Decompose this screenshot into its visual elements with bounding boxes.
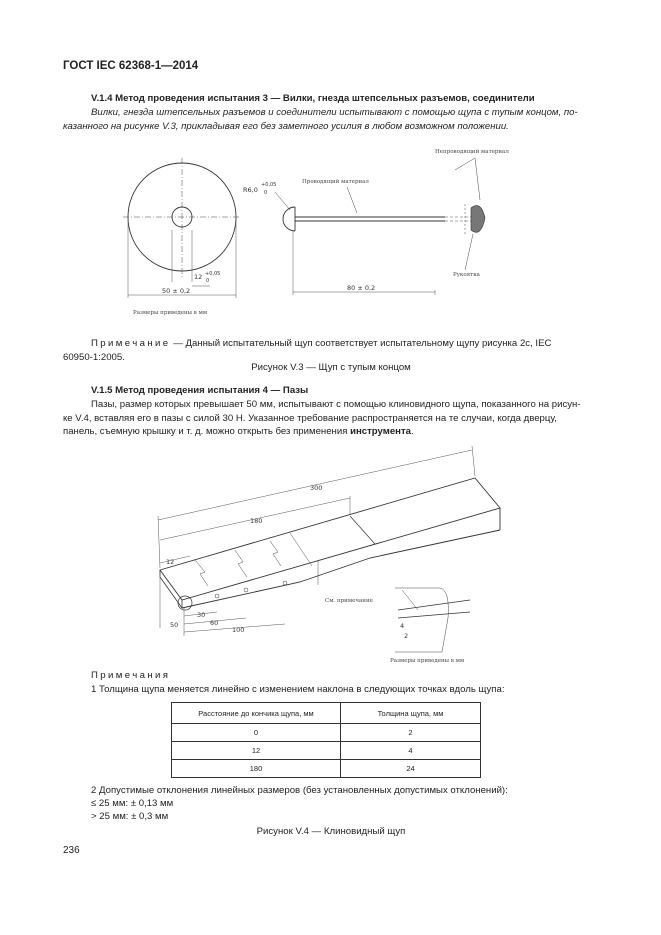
dim-2: 2 (404, 632, 409, 640)
dim-80: 80 ± 0,2 (347, 284, 376, 292)
thickness-table (171, 702, 481, 778)
table-header-row (172, 703, 481, 724)
label-handle: Рукоятка (453, 272, 480, 278)
tolerance-small: ≤ 25 мм: ± 0,13 мм (91, 798, 174, 809)
section-v14-body-1: Вилки, гнезда штепсельных разъемов и соединители испытывают с помощью щупа с тупым концом, по- (91, 107, 578, 118)
dim-4: 4 (400, 622, 405, 630)
section-v15-heading: V.1.5 Метод проведения испытания 4 — Пазы (91, 385, 309, 396)
table-row: 0 2 (172, 724, 481, 742)
dim-50: 50 ± 0,2 (162, 287, 191, 295)
note-label: Примечание (91, 338, 171, 349)
dim-300: 300 (310, 484, 323, 492)
wedge-top-face (160, 478, 500, 600)
tolerance-large: > 25 мм: ± 0,3 мм (91, 811, 169, 822)
dim-12-tol-top: +0,05 (205, 271, 221, 277)
figure-v3-note (91, 337, 599, 351)
figure-v4-notes-label: Примечания (91, 670, 171, 681)
table-row: 12 4 (172, 742, 481, 760)
dim-100: 100 (232, 626, 245, 634)
section-v15-body-1: Пазы, размер которых превышает 50 мм, испытывают с помощью клиновидного щупа, показанного на рисун- (91, 399, 581, 410)
figure-v4-drawing (150, 440, 510, 670)
label-conductive: Проводящий материал (302, 179, 369, 185)
dim-12-tol-bottom: 0 (206, 278, 210, 284)
wedge-side-edge (182, 530, 500, 608)
radius-label: R6,0 (243, 186, 258, 194)
note-text: — Данный испытательный щуп соответствует испытательному щупу рисунка 2с, IEC (170, 338, 552, 349)
units-label-v4: Размеры приведены в мм (390, 658, 465, 664)
dim-180: 180 (250, 517, 263, 525)
units-label-v3: Размеры приведены в мм (133, 310, 208, 316)
dim-50-wedge: 50 (170, 621, 179, 629)
dim-60: 60 (210, 619, 219, 627)
page-number: 236 (63, 845, 80, 856)
figure-v4-note1: 1 Толщина щупа меняется линейно с изменением наклона в следующих точках вдоль щупа: (91, 684, 505, 695)
figure-v4-note2: 2 Допустимые отклонения линейных размеров (без установленных допустимых отклонений): (91, 785, 508, 796)
figure-v3-drawing (115, 140, 535, 325)
table-row: 180 24 (172, 760, 481, 778)
table-header-thickness: Толщина щупа, мм (341, 703, 481, 724)
figure-v3-note-line2: 60950-1:2005. (63, 352, 125, 363)
page-header: ГОСТ IEC 62368-1—2014 (63, 60, 199, 72)
section-v14-heading: V.1.4 Метод проведения испытания 3 — Вилки, гнезда штепсельных разъемов, соединители (91, 93, 535, 104)
section-v14-body-2: казанного на рисунке V.3, прикладывая его без заметного усилия в любом возможном положении. (63, 121, 509, 132)
section-v15-body-2: ке V.4, вставляя его в пазы с силой 30 Н. Указанное требование распространяется на те случаи, когда дверцу, (63, 413, 557, 424)
see-note-label: См. примечание (325, 598, 373, 604)
tip-detail-circle (178, 596, 192, 610)
dim-12-wedge: 12 (166, 558, 175, 566)
radius-tol-bottom: 0 (264, 190, 268, 196)
dim-12: 12 (194, 273, 203, 281)
instrument-term: инструмента (350, 426, 411, 437)
label-non-conductive: Непроводящий материал (435, 149, 509, 155)
dim-30: 30 (197, 611, 206, 619)
table-header-distance: Расстояние до кончика щупа, мм (172, 703, 341, 724)
probe-handle (471, 206, 485, 233)
figure-v4-caption: Рисунок V.4 — Клиновидный щуп (256, 826, 406, 837)
radius-tol-top: +0,05 (261, 182, 277, 188)
section-v15-body-3: панель, съемную крышку и т. д. можно открыть без применения инструмента. (63, 426, 414, 437)
figure-v3-caption: Рисунок V.3 — Щуп с тупым концом (251, 362, 411, 373)
